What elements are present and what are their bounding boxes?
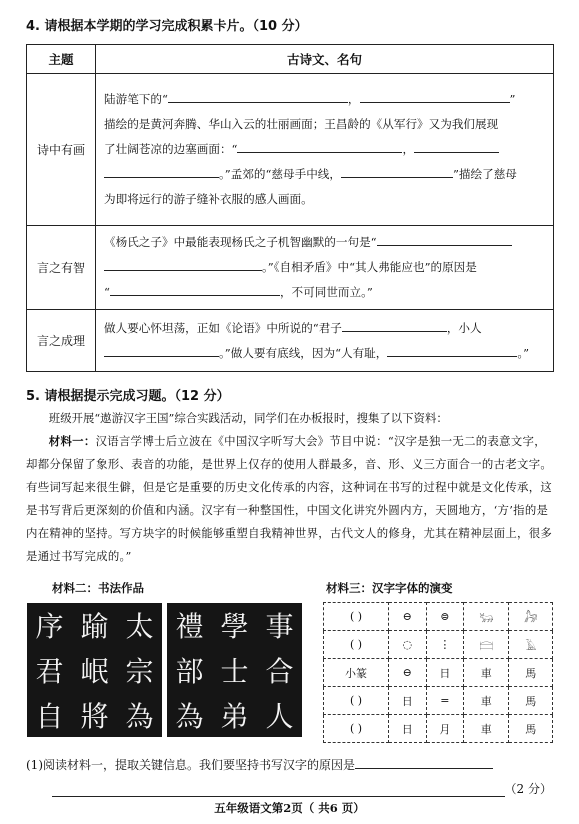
blank-11[interactable] — [104, 343, 219, 357]
question-4-title: 4. 请根据本学期的学习完成积累卡片。（10 分） — [26, 19, 308, 34]
answer-blank-1[interactable] — [355, 755, 493, 769]
evolution-row: ( ) 日 月 車 馬 — [324, 715, 553, 743]
blank-7[interactable] — [377, 232, 512, 246]
blank-2[interactable] — [360, 89, 510, 103]
blank-9[interactable] — [110, 282, 280, 296]
q5-intro: 班级开展“遨游汉字王国”综合实践活动，同学们在办板报时，搜集了以下资料： — [48, 411, 448, 425]
page-footer: 五年级语文第2页（ 共6 页） — [214, 801, 365, 815]
blank-1[interactable] — [168, 89, 348, 103]
evolution-row: ( ) ◌ ⋮ 𓊭 𓄿 — [324, 631, 553, 659]
topic-wisdom: 言之有智 — [27, 226, 96, 310]
calligraphy-work-left: 序 踰 太 君 岷 宗 自 將 為 — [27, 603, 162, 737]
calligraphy-work-right: 禮 學 事 部 士 合 為 弟 人 — [167, 603, 302, 737]
topic-poem-painting: 诗中有画 — [27, 74, 96, 226]
material-1: 材料一：汉语言学博士后立波在《中国汉字听写大会》节目中说：“汉字是独一无二的表意文字，却都分保留了象形、表音的功能，是世界上仅存的使用人群最多，音、形、义三方面合一的古老文字。有些词写起来很生僻，但是它是重要的历史文化传承的内容，这种词在书写的过程中就是文化传承，这是书写背后更深刻的价值和内涵。汉字有一种整国性，中国文化讲究外圆内方，天圆地方，‘方’指的是内在精神的坚持。写方块字的时候能够重塑自我精神世界，古代文人的修身，尤其在精神层面上，很多是通过书写完成的。” — [26, 434, 553, 563]
evolution-row: 小篆 ⊖ 日 車 馬 — [324, 659, 553, 687]
blank-3[interactable] — [237, 139, 402, 153]
answer-blank-2[interactable] — [52, 783, 505, 797]
blank-5[interactable] — [104, 164, 219, 178]
sub-question-1: (1)阅读材料一，提取关键信息。我们要坚持书写汉字的原因是 — [26, 755, 556, 773]
header-topic: 主题 — [27, 45, 96, 74]
row-poem-painting: 陆游笔下的“ ， ” 描绘的是黄河奔腾、华山入云的壮丽画面；王昌龄的《从军行》又为我们展现 了壮阔苍凉的边塞画面：“ ， 。”孟郊的“慈母手中线， ”描绘了慈母 为即将远行的游子缝补衣服的感人画面。 — [96, 74, 554, 226]
evolution-row: ( ) ⊖ ⊜ 𓃒 𓃗 — [324, 603, 553, 631]
evolution-row: ( ) 日 = 車 馬 — [324, 687, 553, 715]
script-evolution-table — [323, 602, 553, 743]
blank-8[interactable] — [104, 257, 262, 271]
question-5-title: 5. 请根据提示完成习题。（12 分） — [26, 389, 230, 404]
blank-12[interactable] — [387, 343, 517, 357]
topic-reason: 言之成理 — [27, 310, 96, 372]
row-wisdom: 《杨氏之子》中最能表现杨氏之子机智幽默的一句是“ 。”《自相矛盾》中“其人弗能应也”的原因是 “ ，不可同世而立。” — [96, 226, 554, 310]
accumulation-card-table — [26, 44, 554, 372]
blank-6[interactable] — [341, 164, 453, 178]
blank-10[interactable] — [342, 318, 447, 332]
material-2-label: 材料二：书法作品 — [52, 581, 144, 595]
blank-4[interactable] — [414, 139, 499, 153]
material-3-label: 材料三：汉字字体的演变 — [326, 581, 453, 595]
row-reason: 做人要心怀坦荡，正如《论语》中所说的“君子 ，小人 。”做人要有底线，因为“人有耻， 。” — [96, 310, 554, 372]
header-content: 古诗文、名句 — [96, 45, 554, 74]
answer-line-2: （2 分） — [52, 780, 552, 797]
